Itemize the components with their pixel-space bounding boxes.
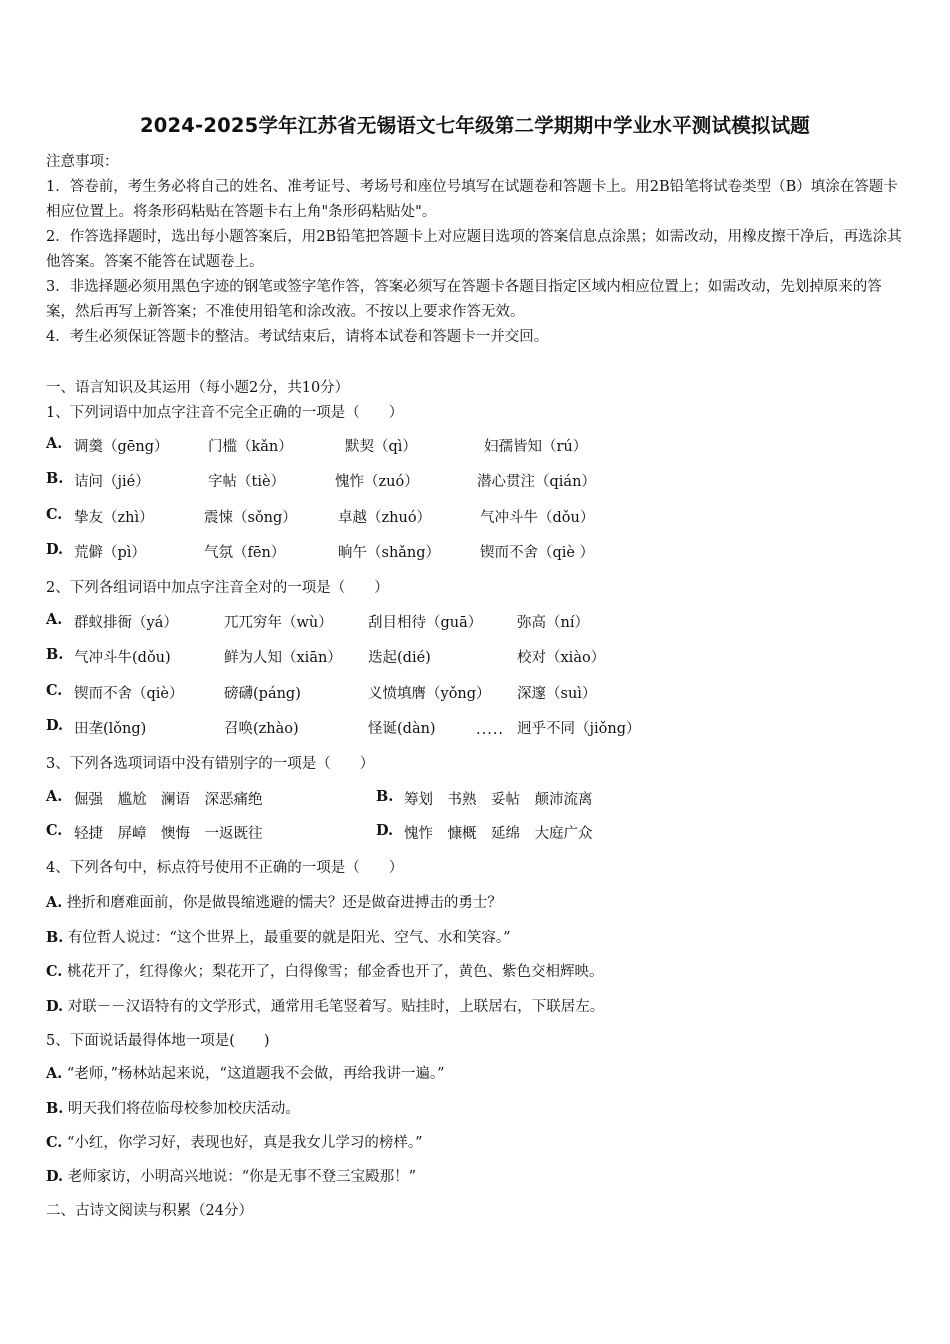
option-label: B.: [46, 929, 64, 946]
q4-option-b: [46, 926, 511, 947]
section-heading: 一、语言知识及其运用（每小题2分，共10分）: [46, 380, 350, 396]
option-item: 锲而不舍（qiè）: [74, 686, 184, 702]
option-item: 轻捷 屏嶂 懊悔 一返既往: [74, 826, 263, 842]
question-stem: 1、下列词语中加点字注音不完全正确的一项是（ ）: [46, 405, 404, 421]
option-item: 调羹（gēng）: [74, 439, 169, 455]
option-label: A.: [46, 788, 63, 805]
option-item: 群蚁排衙（yá）: [74, 615, 178, 631]
option-item: 迭起(dié): [368, 650, 431, 666]
option-label: D.: [376, 822, 394, 839]
option-item: 弥高（ní）: [517, 615, 589, 631]
notes-block: [46, 150, 906, 350]
question-stem: 5、下面说话最得体地一项是( ): [46, 1033, 270, 1049]
option-label: C.: [46, 506, 63, 523]
option-label: B.: [46, 646, 64, 663]
option-text: 桃花开了，红得像火；梨花开了，白得像雪；郁金香也开了，黄色、紫色交相辉映。: [66, 964, 604, 980]
page-title: 2024-2025学年江苏省无锡语文七年级第二学期期中学业水平测试模拟试题: [139, 114, 811, 137]
note-item: 3．非选择题必须用黑色字迹的钢笔或签字笔作答，答案必须写在答题卡各题目指定区域内相应位置上；如需改动，先划掉原来的答案，然后再写上新答案；不准使用铅笔和涂改液。不按以上要求作答无效。: [46, 279, 882, 320]
option-label: D.: [46, 998, 64, 1015]
option-item: 迥乎不同（jiǒng）: [517, 721, 641, 737]
option-item: 字帖（tiè）: [208, 474, 286, 490]
section-heading: 二、古诗文阅读与积累（24分）: [46, 1203, 253, 1219]
option-item: 潜心贯注（qián）: [477, 474, 596, 490]
option-item: 愧怍（zuó）: [335, 474, 419, 490]
option-item: 门槛（kǎn）: [208, 439, 293, 455]
question-stem: 2、下列各组词语中加点字注音全对的一项是（ ）: [46, 580, 389, 596]
option-item: 默契（qì）: [345, 439, 417, 455]
q5-option-a: [46, 1062, 445, 1083]
option-text: 对联－－汉语特有的文学形式，通常用毛笔竖着写。贴挂时，上联居右，下联居左。: [67, 999, 605, 1015]
option-label: C.: [46, 1134, 63, 1151]
option-item: 召唤(zhào): [224, 721, 299, 737]
option-item: 卓越（zhuó）: [338, 510, 432, 526]
note-item: 4．考生必须保证答题卡的整洁。考试结束后，请将本试卷和答题卡一并交回。: [46, 329, 549, 345]
option-item: 倔强 尴尬 澜语 深恶痛绝: [74, 792, 263, 808]
option-label: A.: [46, 611, 63, 628]
option-item: 刮目相待（guā）: [368, 615, 483, 631]
option-label: B.: [46, 1100, 64, 1117]
option-item: 震悚（sǒng）: [204, 510, 297, 526]
note-item: 1．答卷前，考生务必将自己的姓名、准考证号、考场号和座位号填写在试题卷和答题卡上。用2B铅笔将试卷类型（B）填涂在答题卡相应位置上。将条形码粘贴在答题卡右上角"条形码粘贴处"。: [46, 179, 898, 220]
option-item: 怪诞(dàn): [368, 721, 436, 737]
option-text: “老师，”杨林站起来说，“这道题我不会做，再给我讲一遍。”: [66, 1066, 445, 1082]
option-item: 兀兀穷年（wù）: [224, 615, 333, 631]
option-label: A.: [46, 1065, 63, 1082]
option-label: B.: [46, 470, 64, 487]
option-item: 妇孺皆知（rú）: [484, 439, 588, 455]
option-item: 田垄(lǒng): [74, 721, 147, 737]
option-item: 荒僻（pì）: [74, 545, 146, 561]
option-item: 愧怍 慷概 延绵 大庭广众: [404, 826, 593, 842]
option-item: 气氛（fēn）: [204, 545, 286, 561]
option-label: D.: [46, 1168, 64, 1185]
option-label: C.: [46, 682, 63, 699]
notes-heading: 注意事项：: [46, 154, 119, 170]
option-item: 磅礴(páng): [224, 686, 301, 702]
option-item: 诘问（jié）: [74, 474, 150, 490]
q4-option-a: [46, 891, 502, 912]
question-stem: 4、下列各句中，标点符号使用不正确的一项是（ ）: [46, 860, 404, 876]
note-item: 2．作答选择题时，选出每小题答案后，用2B铅笔把答题卡上对应题目选项的答案信息点涂黑；如需改动，用橡皮擦干净后，再选涂其他答案。答案不能答在试题卷上。: [46, 229, 902, 270]
option-text: “小红，你学习好，表现也好，真是我女儿学习的榜样。”: [66, 1135, 423, 1151]
option-label: B.: [376, 788, 394, 805]
option-label: C.: [46, 963, 63, 980]
option-item: 锲而不舍（qiè ）: [480, 545, 595, 561]
option-item: 气冲斗牛(dǒu): [74, 650, 171, 666]
option-label: D.: [46, 717, 64, 734]
option-item: 晌午（shǎng）: [338, 545, 441, 561]
option-label: D.: [46, 541, 64, 558]
option-item: 义愤填膺（yǒng）: [368, 686, 491, 702]
option-label: A.: [46, 435, 63, 452]
q4-option-d: [46, 995, 604, 1016]
option-item: 鲜为人知（xiān）: [224, 650, 342, 666]
option-text: 有位哲人说过：“这个世界上，最重要的就是阳光、空气、水和笑容。”: [67, 930, 511, 946]
option-item: 筹划 书熟 妥帖 颠沛流离: [404, 792, 593, 808]
q5-option-c: [46, 1131, 423, 1152]
option-text: 挫折和磨难面前，你是做畏缩逃避的懦夫？还是做奋进搏击的勇士？: [66, 895, 502, 911]
option-text: 明天我们将莅临母校参加校庆活动。: [67, 1101, 300, 1117]
q5-option-d: [46, 1165, 416, 1186]
q5-option-b: [46, 1097, 300, 1118]
option-item: 挚友（zhì）: [74, 510, 154, 526]
option-text: 老师家访，小明高兴地说：“你是无事不登三宝殿那！”: [67, 1169, 417, 1185]
q4-option-c: [46, 960, 603, 981]
option-item: 深邃（suì）: [517, 686, 597, 702]
question-stem: 3、下列各选项词语中没有错别字的一项是（ ）: [46, 756, 375, 772]
option-label: C.: [46, 822, 63, 839]
option-label: A.: [46, 894, 63, 911]
emphasis-dots: .....: [476, 722, 505, 738]
option-item: 气冲斗牛（dǒu）: [480, 510, 595, 526]
option-item: 校对（xiào）: [517, 650, 606, 666]
